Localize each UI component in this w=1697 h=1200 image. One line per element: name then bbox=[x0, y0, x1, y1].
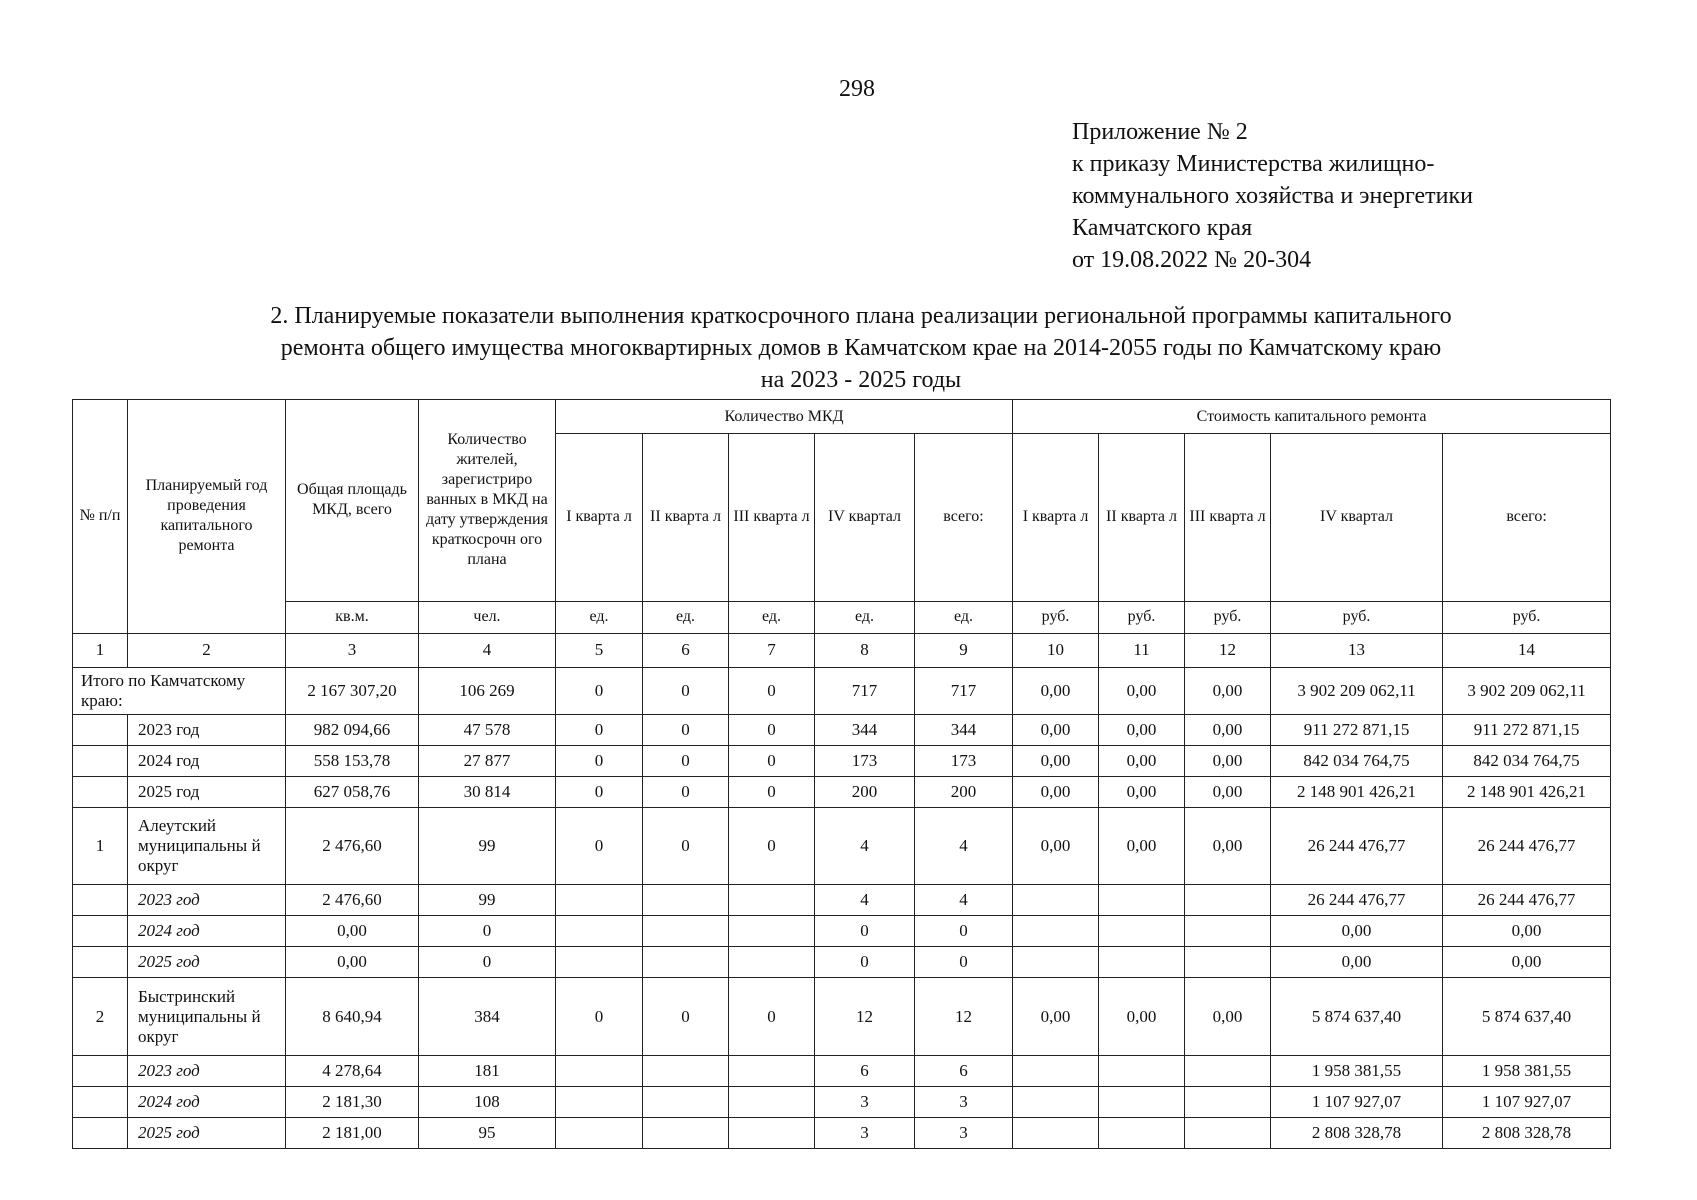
value-cell: 0 bbox=[643, 776, 729, 807]
value-cell: 0,00 bbox=[1013, 807, 1099, 885]
year-label: 2024 год bbox=[128, 1087, 286, 1118]
value-cell bbox=[1099, 1087, 1185, 1118]
column-number: 10 bbox=[1013, 633, 1099, 667]
appendix-line: Камчатского края bbox=[1072, 215, 1253, 241]
value-cell bbox=[1099, 916, 1185, 947]
num-cell bbox=[73, 714, 128, 745]
value-cell: 200 bbox=[915, 776, 1013, 807]
total-label: Итого по Камчатскому краю: bbox=[73, 667, 286, 714]
year-label: 2024 год bbox=[128, 745, 286, 776]
value-cell: 0 bbox=[729, 807, 815, 885]
num-cell bbox=[73, 745, 128, 776]
value-cell: 982 094,66 bbox=[286, 714, 419, 745]
value-cell: 911 272 871,15 bbox=[1443, 714, 1611, 745]
num-cell bbox=[73, 916, 128, 947]
value-cell: 200 bbox=[815, 776, 915, 807]
num-cell bbox=[73, 776, 128, 807]
value-cell bbox=[556, 947, 643, 978]
value-cell: 5 874 637,40 bbox=[1443, 978, 1611, 1056]
value-cell: 2 181,30 bbox=[286, 1087, 419, 1118]
value-cell bbox=[1099, 885, 1185, 916]
value-cell: 27 877 bbox=[419, 745, 556, 776]
value-cell bbox=[729, 1087, 815, 1118]
unit-cell: руб. bbox=[1271, 601, 1443, 633]
value-cell bbox=[1185, 1117, 1271, 1148]
value-cell: 1 107 927,07 bbox=[1271, 1087, 1443, 1118]
district-name: Алеутский муниципальны й округ bbox=[128, 807, 286, 885]
appendix-line: коммунального хозяйства и энергетики bbox=[1072, 183, 1473, 209]
value-cell: 6 bbox=[915, 1056, 1013, 1087]
value-cell bbox=[1185, 1087, 1271, 1118]
column-number: 9 bbox=[915, 633, 1013, 667]
value-cell: 0,00 bbox=[1443, 916, 1611, 947]
header-cost-total: всего: bbox=[1443, 434, 1611, 602]
value-cell: 99 bbox=[419, 885, 556, 916]
num-cell bbox=[73, 947, 128, 978]
header-mkd-q2: II кварта л bbox=[643, 434, 729, 602]
value-cell: 0 bbox=[556, 776, 643, 807]
value-cell bbox=[1013, 1087, 1099, 1118]
value-cell: 3 bbox=[915, 1087, 1013, 1118]
year-label: 2024 год bbox=[128, 916, 286, 947]
value-cell: 1 958 381,55 bbox=[1443, 1056, 1611, 1087]
value-cell: 0 bbox=[915, 916, 1013, 947]
value-cell: 0,00 bbox=[1185, 667, 1271, 714]
value-cell bbox=[1013, 885, 1099, 916]
value-cell: 0,00 bbox=[286, 916, 419, 947]
total-row bbox=[73, 667, 1611, 714]
total-year-row bbox=[73, 776, 1611, 807]
value-cell: 99 bbox=[419, 807, 556, 885]
header-mkd-total: всего: bbox=[915, 434, 1013, 602]
value-cell: 344 bbox=[915, 714, 1013, 745]
value-cell: 0,00 bbox=[1013, 745, 1099, 776]
district-row bbox=[73, 807, 1611, 885]
document-title bbox=[80, 300, 1642, 396]
value-cell: 8 640,94 bbox=[286, 978, 419, 1056]
title-line: на 2023 - 2025 годы bbox=[760, 367, 962, 393]
value-cell: 717 bbox=[915, 667, 1013, 714]
value-cell: 0 bbox=[915, 947, 1013, 978]
year-label: 2025 год bbox=[128, 776, 286, 807]
num-cell bbox=[73, 885, 128, 916]
value-cell: 3 902 209 062,11 bbox=[1271, 667, 1443, 714]
value-cell: 5 874 637,40 bbox=[1271, 978, 1443, 1056]
header-cost-q4: IV квартал bbox=[1271, 434, 1443, 602]
value-cell: 106 269 bbox=[419, 667, 556, 714]
value-cell: 0,00 bbox=[1099, 714, 1185, 745]
value-cell: 0 bbox=[729, 667, 815, 714]
value-cell: 842 034 764,75 bbox=[1443, 745, 1611, 776]
header-mkd-q1: I кварта л bbox=[556, 434, 643, 602]
header-mkd-q4: IV квартал bbox=[815, 434, 915, 602]
unit-cell: руб. bbox=[1185, 601, 1271, 633]
column-number: 13 bbox=[1271, 633, 1443, 667]
value-cell: 3 902 209 062,11 bbox=[1443, 667, 1611, 714]
district-row bbox=[73, 978, 1611, 1056]
value-cell: 0 bbox=[556, 667, 643, 714]
value-cell: 4 bbox=[815, 885, 915, 916]
value-cell: 26 244 476,77 bbox=[1271, 885, 1443, 916]
value-cell bbox=[1099, 1056, 1185, 1087]
value-cell: 12 bbox=[815, 978, 915, 1056]
column-number: 6 bbox=[643, 633, 729, 667]
header-group-mkd: Количество МКД bbox=[556, 400, 1013, 434]
column-number: 1 bbox=[73, 633, 128, 667]
appendix-line: к приказу Министерства жилищно- bbox=[1072, 151, 1435, 177]
year-label: 2023 год bbox=[128, 1056, 286, 1087]
value-cell bbox=[556, 1087, 643, 1118]
year-label: 2025 год bbox=[128, 1117, 286, 1148]
header-group-cost: Стоимость капитального ремонта bbox=[1013, 400, 1611, 434]
column-number: 11 bbox=[1099, 633, 1185, 667]
column-number: 8 bbox=[815, 633, 915, 667]
value-cell: 173 bbox=[815, 745, 915, 776]
num-cell bbox=[73, 1087, 128, 1118]
value-cell: 0 bbox=[419, 916, 556, 947]
column-number: 3 bbox=[286, 633, 419, 667]
value-cell: 0,00 bbox=[1099, 807, 1185, 885]
header-year: Планируемый год проведения капитального ремонта bbox=[128, 400, 286, 634]
value-cell: 2 808 328,78 bbox=[1443, 1117, 1611, 1148]
appendix-line: Приложение № 2 bbox=[1072, 119, 1248, 145]
value-cell: 4 bbox=[915, 807, 1013, 885]
year-label: 2025 год bbox=[128, 947, 286, 978]
column-number: 14 bbox=[1443, 633, 1611, 667]
unit-cell: чел. bbox=[419, 601, 556, 633]
value-cell: 0,00 bbox=[1099, 667, 1185, 714]
header-area: Общая площадь МКД, всего bbox=[286, 400, 419, 602]
value-cell: 2 476,60 bbox=[286, 885, 419, 916]
value-cell bbox=[1185, 947, 1271, 978]
value-cell: 842 034 764,75 bbox=[1271, 745, 1443, 776]
value-cell: 384 bbox=[419, 978, 556, 1056]
value-cell: 0,00 bbox=[1013, 667, 1099, 714]
unit-cell: руб. bbox=[1099, 601, 1185, 633]
value-cell: 0 bbox=[556, 714, 643, 745]
header-mkd-q3: III кварта л bbox=[729, 434, 815, 602]
value-cell: 0 bbox=[729, 745, 815, 776]
district-year-row bbox=[73, 947, 1611, 978]
value-cell: 0 bbox=[643, 667, 729, 714]
value-cell: 0,00 bbox=[1271, 916, 1443, 947]
value-cell bbox=[1185, 885, 1271, 916]
value-cell bbox=[1013, 1056, 1099, 1087]
value-cell: 26 244 476,77 bbox=[1271, 807, 1443, 885]
column-number: 2 bbox=[128, 633, 286, 667]
value-cell bbox=[1013, 1117, 1099, 1148]
value-cell: 108 bbox=[419, 1087, 556, 1118]
value-cell: 4 bbox=[815, 807, 915, 885]
value-cell bbox=[1099, 947, 1185, 978]
num-cell bbox=[73, 1056, 128, 1087]
value-cell: 3 bbox=[815, 1117, 915, 1148]
total-year-row bbox=[73, 714, 1611, 745]
value-cell: 0,00 bbox=[1185, 714, 1271, 745]
value-cell bbox=[729, 885, 815, 916]
column-number: 12 bbox=[1185, 633, 1271, 667]
value-cell bbox=[1099, 1117, 1185, 1148]
total-year-row bbox=[73, 745, 1611, 776]
indicators-table bbox=[72, 399, 1611, 1149]
value-cell: 0,00 bbox=[1271, 947, 1443, 978]
unit-cell: ед. bbox=[815, 601, 915, 633]
header-residents: Количество жителей, зарегистриро ванных в МКД на дату утверждения краткосрочн ого плана bbox=[419, 400, 556, 602]
value-cell bbox=[643, 916, 729, 947]
value-cell: 0 bbox=[815, 947, 915, 978]
value-cell: 627 058,76 bbox=[286, 776, 419, 807]
value-cell bbox=[729, 916, 815, 947]
value-cell: 0 bbox=[729, 776, 815, 807]
unit-cell: руб. bbox=[1443, 601, 1611, 633]
value-cell: 0,00 bbox=[1013, 978, 1099, 1056]
value-cell: 0 bbox=[815, 916, 915, 947]
district-year-row bbox=[73, 885, 1611, 916]
district-year-row bbox=[73, 1117, 1611, 1148]
value-cell: 4 bbox=[915, 885, 1013, 916]
value-cell bbox=[643, 947, 729, 978]
value-cell: 0 bbox=[729, 714, 815, 745]
value-cell bbox=[1013, 947, 1099, 978]
value-cell bbox=[729, 1117, 815, 1148]
title-line: ремонта общего имущества многоквартирных домов в Камчатском крае на 2014-2055 годы по Камчатскому краю bbox=[280, 335, 1442, 361]
column-number: 4 bbox=[419, 633, 556, 667]
unit-cell: ед. bbox=[643, 601, 729, 633]
value-cell: 30 814 bbox=[419, 776, 556, 807]
value-cell: 0,00 bbox=[1099, 978, 1185, 1056]
district-number: 1 bbox=[73, 807, 128, 885]
value-cell: 1 958 381,55 bbox=[1271, 1056, 1443, 1087]
value-cell: 95 bbox=[419, 1117, 556, 1148]
value-cell bbox=[643, 885, 729, 916]
unit-cell: ед. bbox=[556, 601, 643, 633]
value-cell: 911 272 871,15 bbox=[1271, 714, 1443, 745]
value-cell bbox=[1185, 1056, 1271, 1087]
value-cell: 2 167 307,20 bbox=[286, 667, 419, 714]
value-cell: 2 148 901 426,21 bbox=[1271, 776, 1443, 807]
district-year-row bbox=[73, 916, 1611, 947]
header-cost-q1: I кварта л bbox=[1013, 434, 1099, 602]
value-cell: 3 bbox=[915, 1117, 1013, 1148]
value-cell: 0,00 bbox=[1099, 776, 1185, 807]
value-cell bbox=[643, 1087, 729, 1118]
value-cell: 0 bbox=[643, 807, 729, 885]
page-number: 298 bbox=[839, 76, 875, 102]
value-cell bbox=[643, 1117, 729, 1148]
header-cost-q2: II кварта л bbox=[1099, 434, 1185, 602]
value-cell bbox=[729, 1056, 815, 1087]
value-cell: 558 153,78 bbox=[286, 745, 419, 776]
value-cell: 4 278,64 bbox=[286, 1056, 419, 1087]
value-cell: 0,00 bbox=[1185, 776, 1271, 807]
value-cell: 0 bbox=[419, 947, 556, 978]
column-number: 5 bbox=[556, 633, 643, 667]
value-cell bbox=[556, 885, 643, 916]
unit-cell: ед. bbox=[729, 601, 815, 633]
value-cell bbox=[556, 1117, 643, 1148]
value-cell: 0 bbox=[643, 745, 729, 776]
value-cell: 0 bbox=[643, 714, 729, 745]
district-number: 2 bbox=[73, 978, 128, 1056]
value-cell: 0 bbox=[556, 745, 643, 776]
value-cell: 344 bbox=[815, 714, 915, 745]
value-cell: 0 bbox=[556, 978, 643, 1056]
value-cell: 0 bbox=[556, 807, 643, 885]
value-cell: 2 181,00 bbox=[286, 1117, 419, 1148]
value-cell: 0,00 bbox=[1185, 745, 1271, 776]
value-cell: 0,00 bbox=[1443, 947, 1611, 978]
value-cell: 6 bbox=[815, 1056, 915, 1087]
value-cell: 12 bbox=[915, 978, 1013, 1056]
value-cell: 0,00 bbox=[1013, 714, 1099, 745]
header-cost-q3: III кварта л bbox=[1185, 434, 1271, 602]
title-line: 2. Планируемые показатели выполнения краткосрочного плана реализации региональной программы капитального bbox=[270, 303, 1452, 329]
value-cell: 0,00 bbox=[286, 947, 419, 978]
value-cell: 0,00 bbox=[1099, 745, 1185, 776]
value-cell: 0,00 bbox=[1185, 807, 1271, 885]
value-cell bbox=[1185, 916, 1271, 947]
value-cell: 0,00 bbox=[1185, 978, 1271, 1056]
value-cell: 47 578 bbox=[419, 714, 556, 745]
district-name: Быстринский муниципальны й округ bbox=[128, 978, 286, 1056]
value-cell: 26 244 476,77 bbox=[1443, 807, 1611, 885]
value-cell: 181 bbox=[419, 1056, 556, 1087]
value-cell: 2 808 328,78 bbox=[1271, 1117, 1443, 1148]
unit-cell: кв.м. bbox=[286, 601, 419, 633]
appendix-line: от 19.08.2022 № 20-304 bbox=[1072, 247, 1312, 273]
district-year-row bbox=[73, 1056, 1611, 1087]
value-cell: 2 148 901 426,21 bbox=[1443, 776, 1611, 807]
value-cell: 1 107 927,07 bbox=[1443, 1087, 1611, 1118]
appendix-block bbox=[1072, 116, 1473, 276]
district-year-row bbox=[73, 1087, 1611, 1118]
value-cell: 2 476,60 bbox=[286, 807, 419, 885]
value-cell: 173 bbox=[915, 745, 1013, 776]
year-label: 2023 год bbox=[128, 714, 286, 745]
value-cell bbox=[729, 947, 815, 978]
value-cell: 0 bbox=[643, 978, 729, 1056]
value-cell: 0,00 bbox=[1013, 776, 1099, 807]
header-num: № п/п bbox=[73, 400, 128, 634]
num-cell bbox=[73, 1117, 128, 1148]
value-cell: 3 bbox=[815, 1087, 915, 1118]
value-cell: 717 bbox=[815, 667, 915, 714]
year-label: 2023 год bbox=[128, 885, 286, 916]
unit-cell: руб. bbox=[1013, 601, 1099, 633]
value-cell: 0 bbox=[729, 978, 815, 1056]
value-cell bbox=[556, 1056, 643, 1087]
value-cell bbox=[556, 916, 643, 947]
value-cell bbox=[1013, 916, 1099, 947]
value-cell: 26 244 476,77 bbox=[1443, 885, 1611, 916]
column-number: 7 bbox=[729, 633, 815, 667]
value-cell bbox=[643, 1056, 729, 1087]
unit-cell: ед. bbox=[915, 601, 1013, 633]
